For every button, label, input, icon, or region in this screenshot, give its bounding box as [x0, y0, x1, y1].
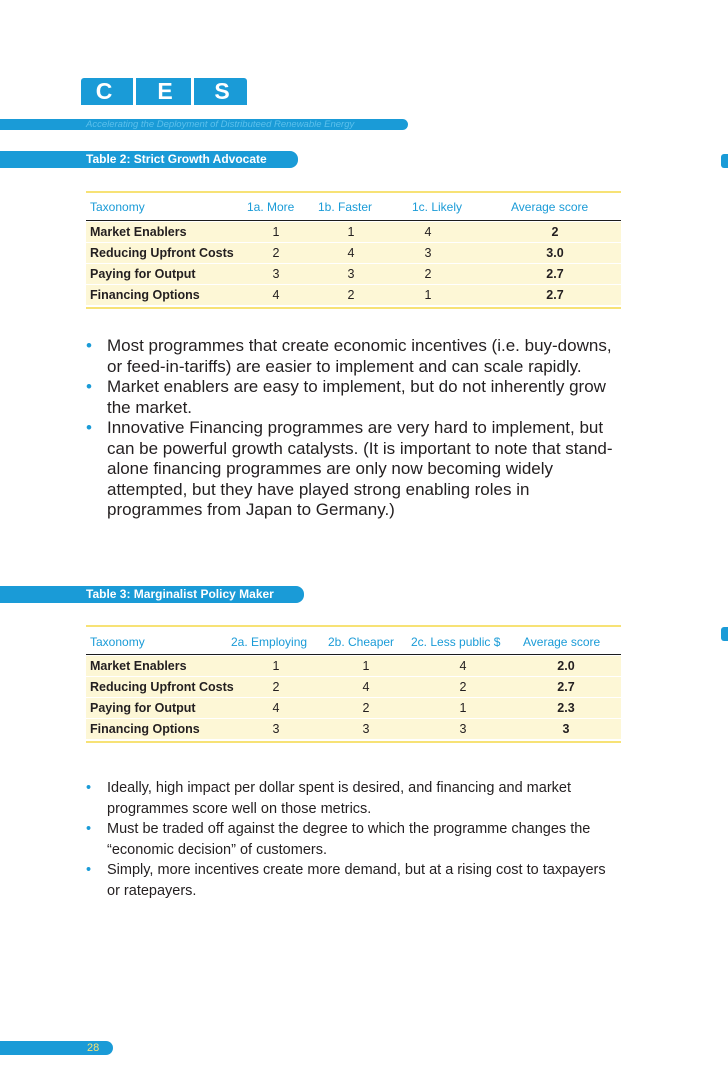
cell-value: 1: [459, 701, 467, 715]
table-3-title: Table 3: Marginalist Policy Maker: [0, 586, 304, 603]
list-item: [86, 418, 626, 521]
bullet-icon: •: [86, 821, 92, 837]
bullet-icon: •: [86, 780, 92, 796]
cell-value: 2: [424, 267, 432, 281]
cell-value: 1: [347, 225, 355, 239]
logo-letter-s: S: [214, 78, 230, 104]
list-item: [86, 778, 606, 819]
average-score: 2.0: [557, 659, 575, 673]
bullet-icon: •: [86, 336, 92, 355]
table-row: [86, 243, 621, 264]
column-header: Average score: [523, 635, 601, 649]
cell-value: 2: [272, 246, 280, 260]
cell-value: 2: [347, 288, 355, 302]
column-header: 2b. Cheaper: [328, 635, 395, 649]
cell-value: 1: [272, 225, 280, 239]
table-2-title: Table 2: Strict Growth Advocate: [0, 151, 298, 168]
cell-value: 2: [272, 680, 280, 694]
header-rule: [86, 654, 621, 655]
column-header: Taxonomy: [90, 200, 145, 214]
row-label: Paying for Output: [90, 701, 196, 715]
logo-letter-c: C: [95, 78, 113, 104]
cell-value: 3: [272, 722, 280, 736]
cell-value: 1: [362, 659, 370, 673]
table-row: [86, 285, 621, 306]
bullet-text: Market enablers are easy to implement, but do not inherently grow the market.: [107, 377, 606, 417]
column-header: 1a. More: [247, 200, 295, 214]
page-number: 28: [0, 1041, 113, 1055]
bullet-icon: •: [86, 377, 92, 396]
row-label: Paying for Output: [90, 267, 196, 281]
header-tagline: Accelerating the Deployment of Distributeed Renewable Energy: [86, 119, 355, 130]
column-header: 2c. Less public $: [411, 635, 501, 649]
bullet-text: Innovative Financing programmes are very hard to implement, but can be powerful growth catalysts. (It is important to note that stand-alone financing programmes are only now becoming widely attempted, but they have played strong enabling roles in programmes from Japan to Germany.): [107, 418, 613, 519]
table-row: [86, 222, 621, 243]
logo-letter-e: E: [157, 78, 173, 104]
table-bottom-rule: [86, 307, 621, 309]
list-item: [86, 819, 606, 860]
bullet-text: Ideally, high impact per dollar spent is desired, and financing and market programmes score well on those metrics.: [107, 780, 571, 817]
column-header: 1b. Faster: [318, 200, 373, 214]
column-header: Taxonomy: [90, 635, 145, 649]
cell-value: 2: [362, 701, 370, 715]
cell-value: 4: [459, 659, 467, 673]
row-label: Reducing Upfront Costs: [90, 680, 234, 694]
list-item: [86, 377, 626, 418]
edge-marker: [721, 154, 728, 168]
edge-marker: [721, 627, 728, 641]
cell-value: 1: [424, 288, 432, 302]
column-header: Average score: [511, 200, 589, 214]
average-score: 2.7: [546, 288, 564, 302]
table-row: [86, 677, 621, 698]
average-score: 2.7: [557, 680, 575, 694]
column-header: 1c. Likely: [412, 200, 463, 214]
cell-value: 4: [272, 701, 280, 715]
cell-value: 4: [362, 680, 370, 694]
cell-value: 3: [347, 267, 355, 281]
bullet-icon: •: [86, 418, 92, 437]
bullet-text: Must be traded off against the degree to which the programme changes the “economic decision” of customers.: [107, 821, 591, 858]
table-top-rule: [86, 191, 621, 193]
cell-value: 3: [362, 722, 370, 736]
table-row: [86, 698, 621, 719]
row-label: Financing Options: [90, 288, 200, 302]
average-score: 2.7: [546, 267, 564, 281]
average-score: 2.3: [557, 701, 575, 715]
bullet-text: Simply, more incentives create more demand, but at a rising cost to taxpayers or ratepayers.: [107, 862, 606, 899]
cell-value: 2: [459, 680, 467, 694]
row-label: Financing Options: [90, 722, 200, 736]
logo-divider: [133, 78, 136, 105]
ces-logo: [81, 78, 247, 105]
bullet-icon: •: [86, 862, 92, 878]
header-rule: [86, 220, 621, 221]
cell-value: 4: [424, 225, 432, 239]
table-bottom-rule: [86, 741, 621, 743]
column-header: 2a. Employing: [231, 635, 308, 649]
list-item: [86, 860, 606, 901]
table-row: [86, 719, 621, 740]
row-label: Market Enablers: [90, 225, 187, 239]
cell-value: 1: [272, 659, 280, 673]
bullet-list: [86, 778, 606, 901]
list-item: [86, 336, 626, 377]
cell-value: 4: [347, 246, 355, 260]
cell-value: 4: [272, 288, 280, 302]
cell-value: 3: [424, 246, 432, 260]
average-score: 3: [562, 722, 570, 736]
cell-value: 3: [459, 722, 467, 736]
bullet-text: Most programmes that create economic incentives (i.e. buy-downs, or feed-in-tariffs) are easier to implement and can scale rapidly.: [107, 336, 612, 376]
row-label: Reducing Upfront Costs: [90, 246, 234, 260]
table-row: [86, 656, 621, 677]
table-row: [86, 264, 621, 285]
cell-value: 3: [272, 267, 280, 281]
average-score: 2: [551, 225, 559, 239]
row-label: Market Enablers: [90, 659, 187, 673]
logo-divider: [191, 78, 194, 105]
average-score: 3.0: [546, 246, 564, 260]
bullet-list: [86, 336, 626, 521]
table-top-rule: [86, 625, 621, 627]
